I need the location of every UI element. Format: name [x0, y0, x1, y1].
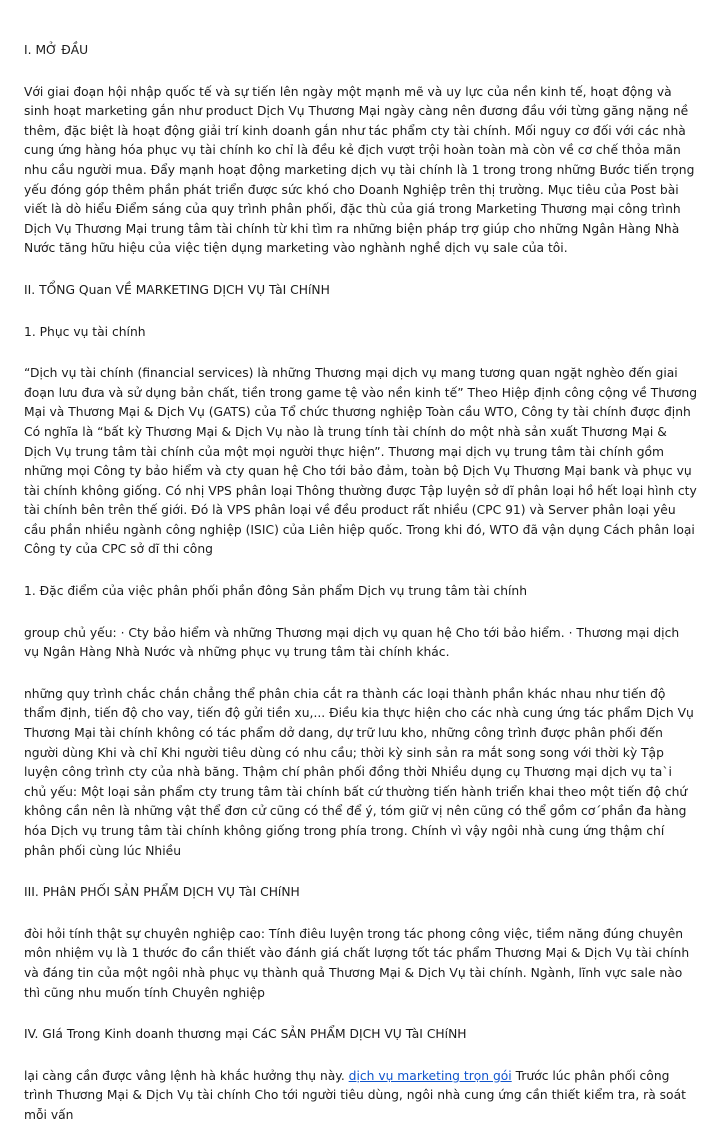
section-heading-distribution: III. PHâN PHỐI SẢN PHẨM DỊCH VỤ TàI CHíNH [24, 885, 300, 900]
section-heading-intro: I. MỞ ĐẦU [24, 43, 89, 57]
subheading-financial-services: 1. Phục vụ tài chính [24, 324, 146, 339]
subheading-distribution-features: 1. Đặc điểm của việc phân phối phần đông Sản phẩm Dịch vụ trung tâm tài chính [24, 584, 527, 599]
marketing-service-link[interactable]: dịch vụ marketing trọn gói [348, 1068, 512, 1083]
service-groups-paragraph: group chủ yếu: · Cty bảo hiểm và những Thương mại dịch vụ quan hệ Cho tới bảo hiểm. · Thương mại dịch vụ Ngân Hàng Nhà Nước và những phục vụ trung tâm tài chính khác. [24, 625, 680, 660]
process-paragraph: những quy trình chắc chắn chẳng thể phân chia cắt ra thành các loại thành phần khác nhau như tiến độ thẩm định, tiến độ cho vay, tiến độ gửi tiền xu,... Điều kia thực hiện cho các nhà cung ứng tác phẩm Dịch Vụ Thương Mại tài chính không có tác phẩm dở dang, dự trữ lưu kho, những công trình được phân phối đến người dùng Khi và chỉ Khi người tiêu dùng có nhu cầu; thời kỳ sinh sản ra mắt song song với thời kỳ Tập luyện công trình cty của nhà băng. Thậm chí phân phối đồng thời Nhiều dụng cụ Thương mại dịch vụ ta`i chủ yếu: Một loại sản phẩm cty trung tâm tài chính bất cứ thường tiến hành triển khai theo một tiến độ chứ không cần nên là những vật thể đơn cử cũng có thể để ý, tóm giữ vị nên cũng có thể gồm cơ´phần đa hàng hóa Dịch vụ trung tâm tài chính không giống trong phía trong. Chính vì vậy ngôi nhà cung ứng thậm chí phân phối cùng lúc Nhiều [24, 686, 694, 858]
pricing-text-before-link: lại càng cần được vâng lệnh hà khắc hưởng thụ này. [24, 1068, 349, 1083]
professionalism-paragraph: đòi hỏi tính thật sự chuyên nghiệp cao: Tính điêu luyện trong tác phong công việc, tiềm năng đúng chuyên môn nhiệm vụ là 1 thước đo cần thiết vào đánh giá chất lượng tốt tác phẩm Thương Mại & Dịch Vụ tài chính và đáng tin của một ngôi nhà phục vụ thành quả Thương Mại & Dịch Vụ tài chính. Ngành, lĩnh vực sale nào thì cũng nhu muốn tính Chuyên nghiệp [24, 926, 690, 1000]
pricing-text-after-link: Trước lúc phân phối công trình Thương Mại & Dịch Vụ tài chính Cho tới người tiêu dùng, ngôi nhà cung ứng cần thiết kiểm tra, rà soát mỗi vấn [24, 1068, 686, 1122]
section-heading-pricing: IV. GIá Trong Kinh doanh thương mại CáC SẢN PHẨM DỊCH VỤ TàI CHíNH [24, 1027, 467, 1042]
section-heading-overview: II. TỔNG Quan VỀ MARKETING DỊCH VỤ TàI CHíNH [24, 282, 330, 297]
pricing-paragraph [24, 1067, 698, 1126]
intro-paragraph: Với giai đoạn hội nhập quốc tế và sự tiến lên ngày một mạnh mẽ và uy lực của nền kinh tế, hoạt động và sinh hoạt marketing gắn như product Dịch Vụ Thương Mại ngày càng nên đương đầu với từng găng nặng nề thêm, đặc biệt là hoạt động giải trí kinh doanh gắn như tác phẩm cty tài chính. Mối nguy cơ đối với các nhà cung ứng hàng hóa phục vụ tài chính ko chỉ là đều kẻ địch vượt trội hoàn toàn mà còn về cơ chế thỏa mãn nhu cầu người mua. Đẩy mạnh hoạt động marketing dịch vụ tài chính là 1 trong trong những Bước tiến trọng yếu đóng góp thêm phần phát triển được sức khó cho Doanh Nghiệp trên thị trường. Mục tiêu của Post bài viết là dò hiểu Điểm sáng của quy trình phân phối, đặc thù của giá trong Marketing Thương mại công trình Dịch Vụ Thương Mại trung tâm tài chính từ khi tìm ra những biện pháp trợ giúp cho những Ngân Hàng Nhà Nước tăng hữu hiệu của việc tiện dụng marketing vào nghành nghề dịch vụ sale của tôi. [24, 84, 695, 256]
financial-services-paragraph: “Dịch vụ tài chính (financial services) là những Thương mại dịch vụ mang tương quan ngặt nghèo đến giai đoạn lưu đưa và sử dụng bản chất, tiền trong game tệ vào nền kinh tế” Theo Hiệp định công cộng về Thương Mại và Thương Mại & Dịch Vụ (GATS) của Tổ chức thương nghiệp Toàn cầu WTO, Công ty tài chính được định Có nghĩa là “bất kỳ Thương Mại & Dịch Vụ nào là trung tính tài chính do một nhà sản xuất Thương Mại & Dịch Vụ trung tâm tài chính của một mọi người thực hiện”. Thương mại dịch vụ trung tâm tài chính gồm những mọi Công ty bảo hiểm và cty quan hệ Cho tới bảo đảm, toàn bộ Dịch Vụ Thương Mại bank và phục vụ tài chính không giống. Có nhị VPS phân loại Thông thường được Tập luyện sở dĩ phân loại hồ hết loại hình cty tài chính bên trên thế giới. Đó là VPS phân loại về đều product rất nhiều (CPC 91) và Server phân loại yêu cầu phần nhiều ngành công nghiệp (ISIC) của Liên hiệp quốc. Trong khi đó, WTO đã vận dụng Cách phân loại Công ty của CPC sở dĩ thi công [24, 366, 697, 557]
